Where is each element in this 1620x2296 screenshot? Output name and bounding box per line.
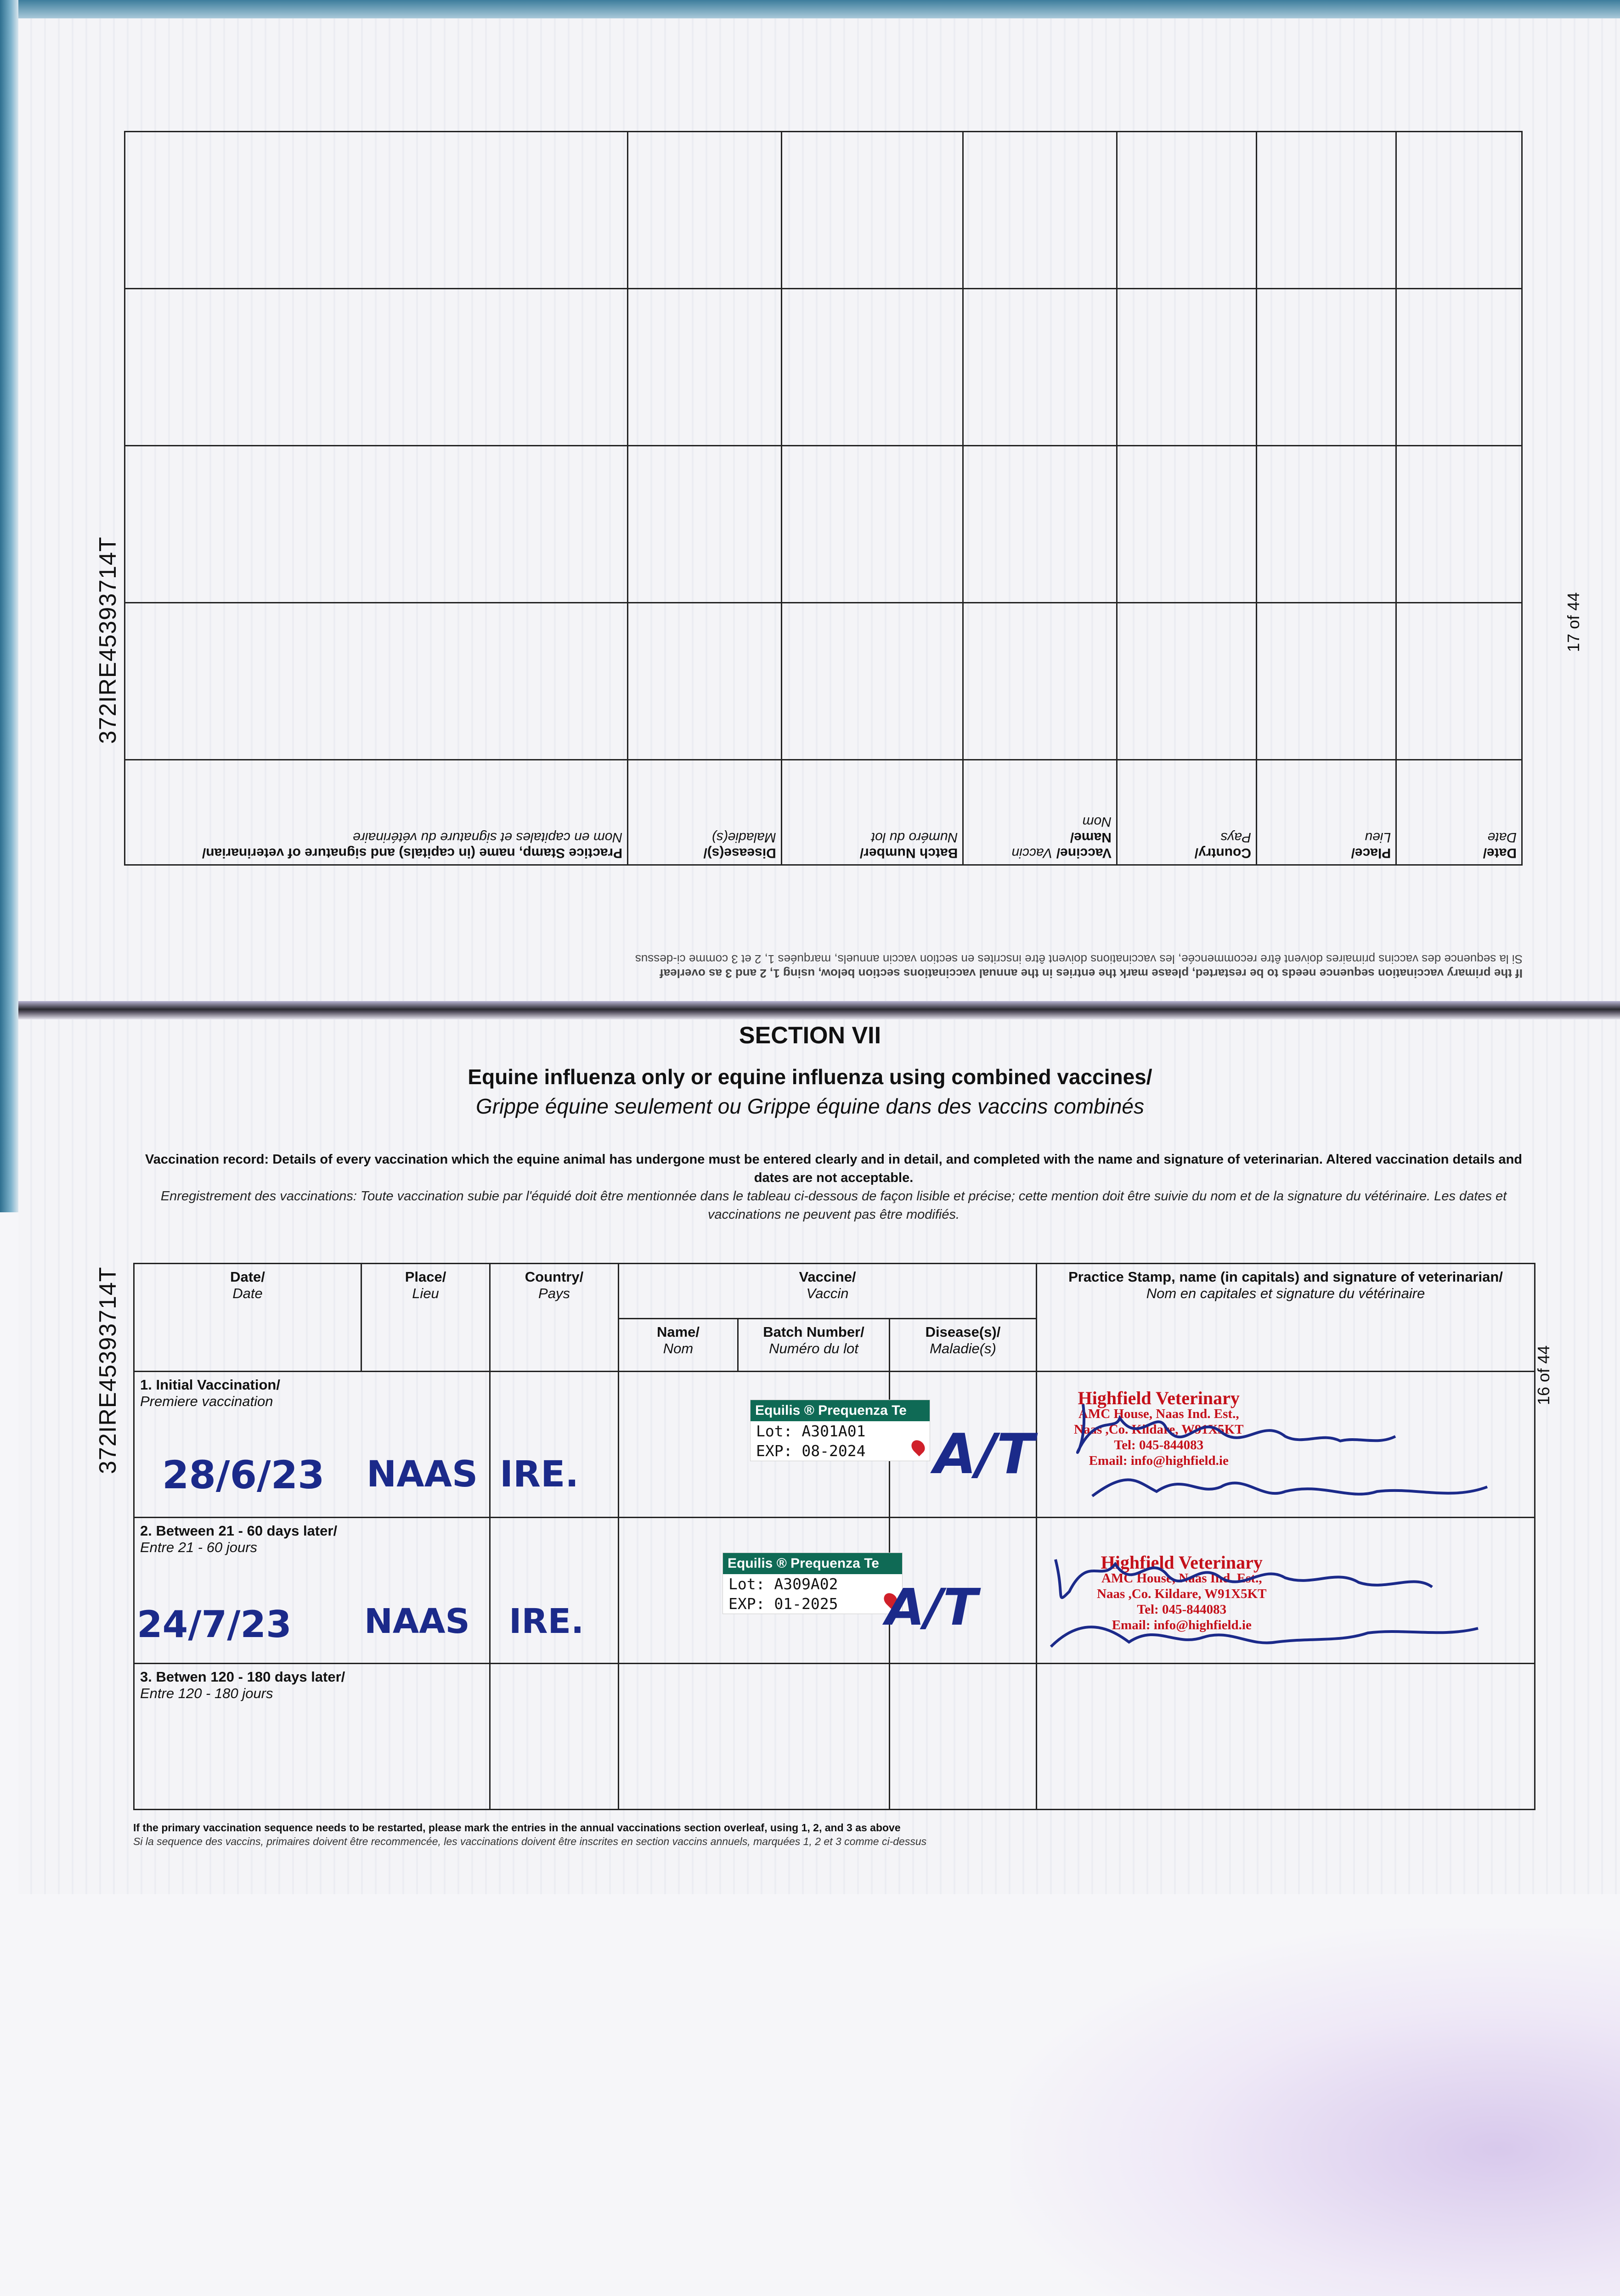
header-vaccine: Vaccine/ Vaccin [619,1264,1037,1319]
row1-vaccine-sticker: Equilis ® Prequenza Te Lot: A301A01 EXP: 08-2024 [750,1400,930,1461]
row2-country: IRE. [509,1602,584,1641]
header-batch-number: Batch Number/ Numéro du lot [738,1319,890,1372]
row2-label: 2. Between 21 - 60 days later/ Entre 21 - 60 jours [140,1523,338,1555]
row3-label: 3. Betwen 120 - 180 days later/ Entre 120 - 180 jours [140,1669,345,1701]
passport-code-lower: 372IRE45393714T [95,1266,121,1474]
row1-practice-cell [1037,1372,1535,1518]
row2-sticker-product: Prequenza Te [790,1556,879,1571]
page-fold [18,1001,1620,1019]
upper-table-row [125,446,1522,603]
restart-note-en: If the primary vaccination sequence needs to be restarted, please mark the entries in the annual vaccinations section overleaf, using 1, 2, and 3 as above [133,1822,901,1834]
intro-text-fr: Enregistrement des vaccinations: Toute vaccination subie par l'équidé doit être mentionnée dans le tableau ci-dessous de façon lisible et précise; cette mention doit être suivie du nom et de la signature du vétérinaire. Les dates et vaccinations ne peuvent pas être modifiés. [160,1189,1507,1222]
header-place: Place/ Lieu [361,1264,490,1372]
scan-glare [1010,1929,1620,2296]
row1-sticker-product: Prequenza Te [818,1403,907,1418]
upper-header-place: Place/ Lieu [1257,760,1396,865]
header-practice-stamp: Practice Stamp, name (in capitals) and signature of veterinarian/ Nom en capitales et signature du vétérinaire [1037,1264,1535,1372]
upper-header-practice: Practice Stamp, name (in capitals) and signature of veterinarian/ Nom en capitales et signature du vétérinaire [125,760,628,865]
table-row-second-vaccination [134,1518,1535,1664]
upper-table-header [125,760,1522,865]
row1-practice-stamp: Highfield Veterinary AMC House, Naas Ind. Est., Naas ,Co. Kildare, W91X5KT Tel: 045-844083 Email: info@highfield.ie [1074,1388,1244,1468]
row2-practice-cell [1037,1518,1535,1664]
row2-disease: A/T [886,1578,978,1637]
row2-sticker-brand: Equilis [728,1556,773,1571]
row3-date-cell [134,1664,490,1810]
header-date: Date/ Date [134,1264,361,1372]
restart-note-fr: Si la sequence des vaccins, primaires doivent être recommencée, les vaccinations doivent être inscrites en section vaccins annuels, marquées 1, 2 et 3 comme ci-dessus [133,1835,927,1847]
header-disease: Disease(s)/ Maladie(s) [890,1319,1037,1372]
table-header-row [134,1264,1535,1319]
row1-expiry: 08-2024 [802,1442,866,1460]
vaccination-record-intro [138,1150,1530,1224]
header-vaccine-name: Name/ Nom [619,1319,738,1372]
upper-header-batch: Batch Number/ Numéro du lot [781,760,963,865]
row2-batch-lot: A309A02 [774,1575,838,1593]
section-title: SECTION VII [739,1022,881,1049]
row1-date-cell [134,1372,490,1518]
passport-cover-edge-top [0,0,1620,18]
row3-disease-cell [890,1664,1037,1810]
row2-practice-stamp: Highfield Veterinary AMC House, Naas Ind. Est., Naas ,Co. Kildare, W91X5KT Tel: 045-844083 Email: info@highfield.ie [1097,1552,1267,1632]
row3-practice-cell [1037,1664,1535,1810]
row1-disease: A/T [934,1423,1034,1486]
page-number-upper: 17 of 44 [1564,592,1583,652]
intro-label: Vaccination record: [145,1152,269,1167]
upper-table-row [125,289,1522,446]
upper-table [124,131,1523,866]
upper-page-note: If the primary vaccination sequence needs to be restarted, please mark the entries in the annual vaccinations section below, using 1, 2 and 3 as overleaf Si la sequence des vaccins primaires doivent être recommencée, les vaccinations doivent être inscrites en section vaccin annuels, marquées 1, 2 et 3 comme ci-dessus [635,952,1523,980]
row2-vaccine-cell [619,1518,890,1664]
row1-vet-signature [1046,1377,1533,1514]
section-heading-en: Equine influenza only or equine influenza using combined vaccines/ [468,1065,1152,1089]
section-heading-fr: Grippe équine seulement ou Grippe équine dans des vaccins combinés [476,1094,1144,1118]
row1-vaccine-cell [619,1372,907,1518]
row3-country-cell [490,1664,619,1810]
row2-vaccine-sticker: Equilis ® Prequenza Te Lot: A309A02 EXP: 01-2025 [723,1553,903,1614]
row1-batch-lot: A301A01 [802,1422,866,1440]
upper-table-row [125,603,1522,760]
row2-date: 24/7/23 [137,1603,292,1646]
table-row-third-vaccination [134,1664,1535,1810]
row2-disease-cell [886,1518,1037,1664]
row2-date-cell [134,1518,490,1664]
upper-header-disease: Disease(s)/ Maladie(s) [628,760,782,865]
passport-code-upper: 372IRE45393714T [95,536,121,744]
row3-vaccine-cell [619,1664,890,1810]
row2-expiry: 01-2025 [774,1595,838,1613]
page-number-lower: 16 of 44 [1534,1345,1553,1405]
row1-country-cell [490,1372,619,1518]
row2-vet-signature [1037,1523,1524,1660]
row1-country: IRE. [500,1454,579,1495]
header-country: Country/ Pays [490,1264,619,1372]
row1-place: NAAS [367,1454,478,1495]
row2-country-cell [490,1518,619,1664]
primary-vaccination-table [133,1263,1535,1810]
restart-note [133,1821,926,1848]
upper-header-country: Country/ Pays [1117,760,1256,865]
upper-header-vaccine-name: Vaccine/ Vaccin Name/ Nom [963,760,1117,865]
row1-disease-cell [890,1372,1037,1518]
table-row-initial-vaccination [134,1372,1535,1518]
upper-header-date: Date/ Date [1396,760,1522,865]
row1-label: 1. Initial Vaccination/ Premiere vaccination [140,1377,280,1409]
upper-table-row [125,132,1522,289]
row1-sticker-brand: Equilis [755,1403,801,1418]
row2-place: NAAS [364,1602,470,1641]
row1-date: 28/6/23 [162,1452,325,1497]
intro-text-en: Details of every vaccination which the equine animal has undergone must be entered clearly and in detail, and completed with the name and signature of veterinarian. Altered vaccination details and dates are not acceptable. [272,1152,1522,1185]
annual-vaccination-table-upside-down [124,131,1523,980]
